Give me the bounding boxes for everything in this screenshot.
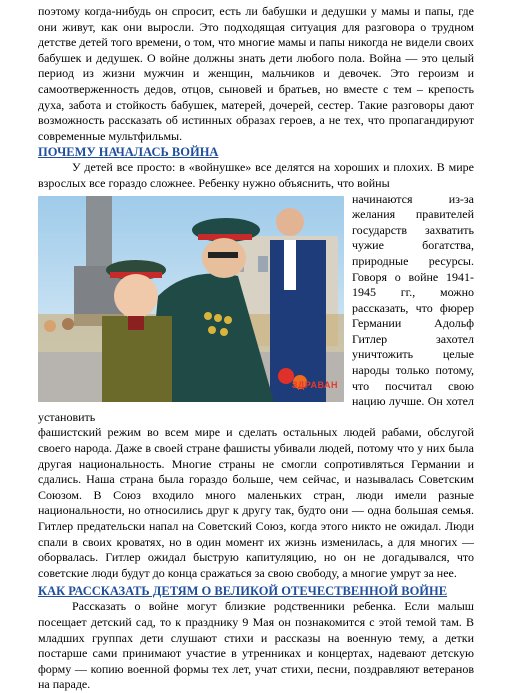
section1-wrapped-paragraph: начинаются из-за желания правителей государств захватить чужие богатства, природные ресурсы. Говоря о войне 1941-1945 гг., можно рассказать, что фюрер Германии Адольф Гитлер захотел уничтожить целые народы только потому, что посчитал свою нацию лучше. Он хотел установить [38,191,474,424]
veteran-and-child-photo [38,196,344,402]
section-heading-how-to-tell: КАК РАССКАЗАТЬ ДЕТЯМ О ВЕЛИКОЙ ОТЕЧЕСТВЕННОЙ ВОЙНЕ [38,584,448,599]
photo-watermark: ЗДРАВАН [291,379,338,390]
intro-paragraph: поэтому когда-нибудь он спросит, есть ли бабушки и дедушки у мамы и папы, где они живут, как они выросли. Это подходящая ситуация для разговора о трудном детстве детей того времени, о том, что многие мамы и папы никогда не видели своих бабушек и дедушек. О войне должны знать дети любого пола. Война — это целый период из жизни мужчин и женщин, мальчиков и девочек. Это героизм и самоотверженность дедов, отцов, сыновей и братьев, но вместе с тем – крепость духа, забота и стойкость бабушек, матерей, дочерей, сестер. Такие разговоры дают возможность рассказать об истинных образах героев, а не тех, что пропагандируют современные мультфильмы. [38,4,474,143]
photo-illustration [38,196,344,402]
document-page [38,4,474,693]
section1-lead-paragraph: У детей все просто: в «войнушке» все делятся на хороших и плохих. В мире взрослых все гораздо сложнее. Ребенку нужно объяснить, что войны [38,160,474,190]
section1-rest-paragraph: фашистский режим во всем мире и сделать остальных людей рабами, обслугой своего народа. Даже в своей стране фашисты убивали людей, потому что у них была другая национальность. Многие страны не смогли сопротивляться Германии и сдались. Наша страна была гораздо больше, чем сейчас, и называлась Советским Союзом. В Союз входило много маленьких стран, люди имели разные национальности, но относились друг к другу так, будто они — одна большая семья. Гитлер предательски напал на Советский Союз, когда этого никто не ожидал. Люди спали в своих кроватях, но в один момент их жизнь изменилась, а для многих — оборвалась. Гитлер ожидал быструю капитуляцию, но он не догадывался, что советские люди будут до конца сражаться за свою свободу, а многие умрут за нее. [38,425,474,580]
section2-paragraph: Рассказать о войне могут близкие родственники ребенка. Если малыш посещает детский сад, то к празднику 9 Мая он познакомится с этой темой там. В младших группах дети слушают стихи и рассказы на военную тему, а детки постарше сами принимают участие в утренниках и концертах, надевают детскую форму — копию военной формы тех лет, учат стихи, песни, поздравляют ветеранов на параде. [38,599,474,692]
section-heading-why-war: ПОЧЕМУ НАЧАЛАСЬ ВОЙНА [38,145,219,160]
